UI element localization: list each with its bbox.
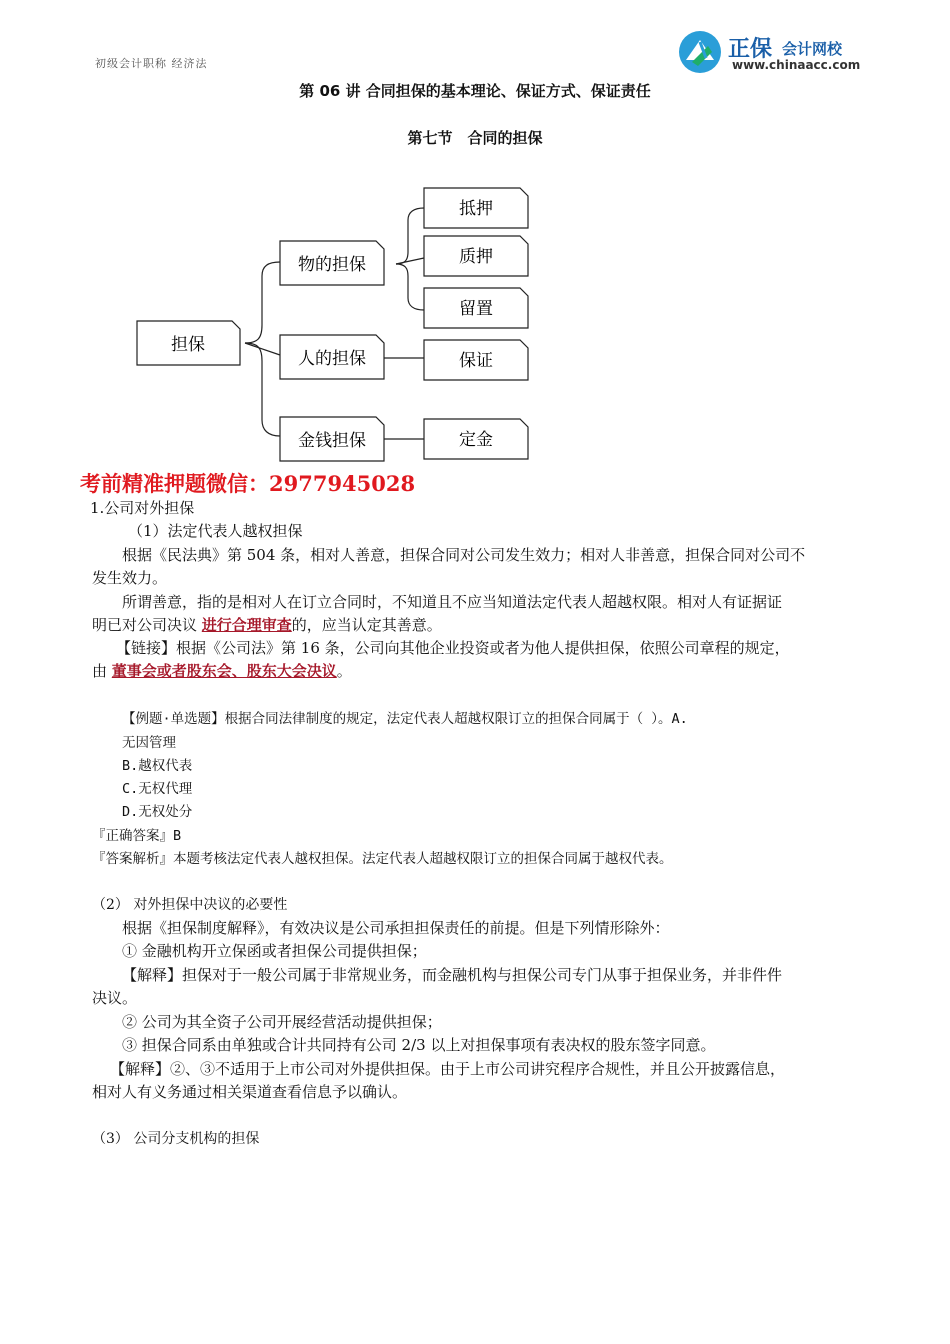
example-answer: 『正确答案』B xyxy=(92,828,182,844)
node-money xyxy=(280,417,384,461)
s2-line8: 相对人有义务通过相关渠道查看信息予以确认。 xyxy=(92,1083,408,1101)
example-question-line2: 无因管理 xyxy=(122,735,176,751)
connector-root-goods xyxy=(245,262,280,343)
s2-heading: （2） 对外担保中决议的必要性 xyxy=(92,897,288,913)
connector-goods-pledge xyxy=(396,258,424,264)
s1-link-line1: 【链接】根据《公司法》第 16 条，公司向其他企业投资或者为他人提供担保，依照公司章程的规定， xyxy=(116,639,790,657)
highlight-reasonable-review: 进行合理审查 xyxy=(201,616,292,634)
node-pledge xyxy=(424,236,528,276)
lecture-title: 第 06 讲 合同担保的基本理论、保证方式、保证责任 xyxy=(299,82,651,100)
node-root-label: 担保 xyxy=(171,335,205,355)
s1-link-line2 xyxy=(92,660,352,682)
section-title: 第七节 合同的担保 xyxy=(407,129,543,147)
connector-goods-mortgage xyxy=(396,208,424,264)
node-pledge-label: 质押 xyxy=(459,247,493,267)
s2-line6: ③ 担保合同系由单独或合计共同持有公司 2/3 以上对担保事项有表决权的股东签字同意。 xyxy=(122,1036,716,1054)
s2-line4: 决议。 xyxy=(92,989,138,1007)
brand-logo-icon xyxy=(678,30,726,74)
s1-para2-line1: 所谓善意，指的是相对人在订立合同时，不知道且不应当知道法定代表人超越权限。相对人有证据证 xyxy=(122,593,783,611)
connector-root-person xyxy=(245,343,280,355)
guarantee-diagram xyxy=(0,180,950,470)
brand-logo xyxy=(678,28,868,78)
highlight-board-resolution: 董事会或者股东会、股东大会决议 xyxy=(111,662,337,680)
s1-sub1: （1）法定代表人越权担保 xyxy=(128,522,303,540)
connector-root-money xyxy=(245,343,280,436)
s1-heading: 1.公司对外担保 xyxy=(90,499,195,517)
s3-heading: （3） 公司分支机构的担保 xyxy=(92,1131,260,1147)
s1-link-line2-end: 。 xyxy=(336,662,352,680)
s1-link-line2-start: 由 xyxy=(92,662,112,680)
promo-banner: 考前精准押题微信：2977945028 xyxy=(80,471,416,496)
brand-url: www.chinaacc.com xyxy=(732,58,861,72)
node-deposit-label: 定金 xyxy=(459,430,493,450)
node-person xyxy=(280,335,384,379)
node-goods xyxy=(280,241,384,285)
node-person-label: 人的担保 xyxy=(298,349,366,369)
node-mortgage xyxy=(424,188,528,228)
example-analysis: 『答案解析』本题考核法定代表人越权担保。法定代表人超越权限订立的担保合同属于越权代表。 xyxy=(92,851,673,867)
node-lien xyxy=(424,288,528,328)
s1-para2-line2 xyxy=(92,614,442,636)
s2-line7: 【解释】②、③不适用于上市公司对外提供担保。由于上市公司讲究程序合规性，并且公开披露信息， xyxy=(110,1060,786,1078)
node-guaranty xyxy=(424,340,528,380)
s1-para1-line1: 根据《民法典》第 504 条，相对人善意，担保合同对公司发生效力；相对人非善意，担保合同对公司不 xyxy=(122,546,806,564)
example-question-line1: 【例题·单选题】根据合同法律制度的规定，法定代表人超越权限订立的担保合同属于（ ）。A. xyxy=(122,711,688,727)
node-lien-label: 留置 xyxy=(459,299,493,319)
header-course-label: 初级会计职称 经济法 xyxy=(95,57,208,70)
node-money-label: 金钱担保 xyxy=(298,431,366,451)
s2-line5: ② 公司为其全资子公司开展经营活动提供担保； xyxy=(122,1013,442,1031)
s2-line3: 【解释】担保对于一般公司属于非常规业务，而金融机构与担保公司专门从事于担保业务，并非件件 xyxy=(122,966,783,984)
connector-goods-lien xyxy=(396,264,424,310)
node-deposit xyxy=(424,419,528,459)
brand-subname: 会计网校 xyxy=(782,40,843,58)
example-option-d: D.无权处分 xyxy=(122,804,193,820)
example-option-b: B.越权代表 xyxy=(122,758,193,774)
s1-para2-line2-end: 的，应当认定其善意。 xyxy=(291,616,442,634)
node-root xyxy=(137,321,240,365)
s1-para1-line2: 发生效力。 xyxy=(92,569,168,587)
example-option-c: C.无权代理 xyxy=(122,781,193,797)
node-goods-label: 物的担保 xyxy=(298,255,366,275)
s1-para2-line2-start: 明已对公司决议 xyxy=(92,616,202,634)
s2-line2: ① 金融机构开立保函或者担保公司提供担保； xyxy=(122,942,427,960)
s2-line1: 根据《担保制度解释》，有效决议是公司承担担保责任的前提。但是下列情形除外： xyxy=(122,919,670,937)
node-guaranty-label: 保证 xyxy=(459,351,493,371)
brand-name: 正保 xyxy=(728,37,773,62)
node-mortgage-label: 抵押 xyxy=(459,199,493,219)
